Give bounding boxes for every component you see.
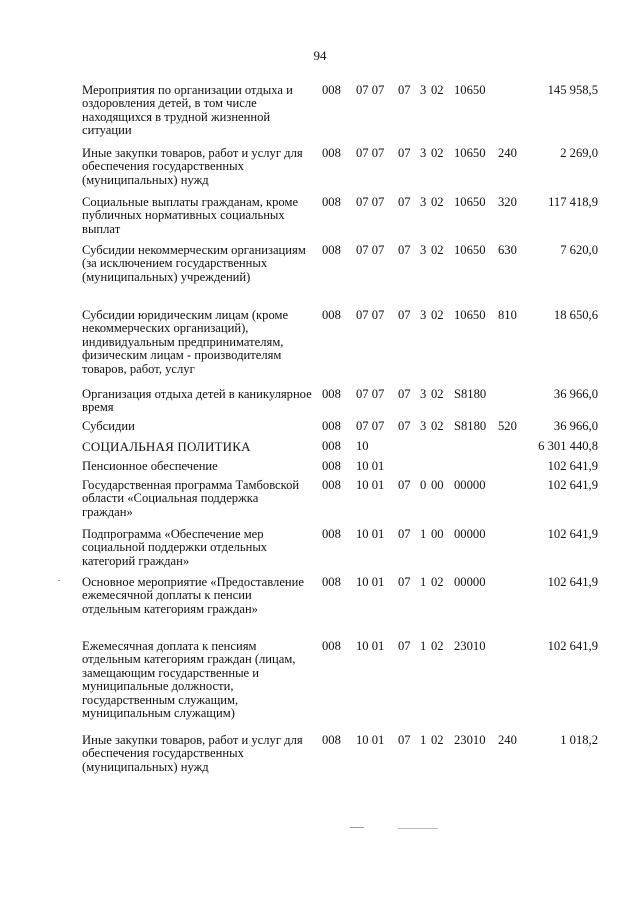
row-section-code: 07 07	[356, 195, 385, 209]
row-amount: 7 620,0	[560, 243, 598, 257]
row-subprogram-code: 3	[420, 195, 427, 209]
row-section-code: 10 01	[356, 639, 385, 653]
row-event-code: 02	[431, 733, 444, 747]
row-amount: 102 641,9	[547, 478, 598, 492]
row-amount: 117 418,9	[548, 195, 598, 209]
row-event-code: 02	[431, 83, 444, 97]
row-section-code: 07 07	[356, 308, 385, 322]
row-event-code: 02	[431, 146, 444, 160]
row-name: СОЦИАЛЬНАЯ ПОЛИТИКА	[82, 439, 251, 454]
row-section-code: 07 07	[356, 387, 385, 401]
row-amount: 102 641,9	[547, 575, 598, 589]
row-subprogram-code: 3	[420, 146, 427, 160]
row-name: Иные закупки товаров, работ и услуг для обеспечения государственных (муниципальных) нужд	[82, 733, 303, 774]
row-name: Пенсионное обеспечение	[82, 459, 218, 473]
row-event-code: 00	[431, 478, 444, 492]
row-admin-code: 008	[322, 419, 341, 433]
row-amount: 36 966,0	[553, 419, 598, 433]
row-section-code: 10 01	[356, 575, 385, 589]
row-program-code: 07	[398, 733, 411, 747]
row-admin-code: 008	[322, 146, 341, 160]
row-section-code: 07 07	[356, 243, 385, 257]
row-subprogram-code: 0	[420, 478, 427, 492]
row-program-code: 07	[398, 195, 411, 209]
row-subprogram-code: 3	[420, 419, 427, 433]
row-amount: 6 301 440,8	[538, 439, 598, 453]
row-amount: 36 966,0	[553, 387, 598, 401]
row-event-code: 02	[431, 387, 444, 401]
row-section-code: 10 01	[356, 459, 385, 473]
scan-speck	[398, 828, 438, 829]
row-section-code: 10 01	[356, 478, 385, 492]
row-event-code: 00	[431, 527, 444, 541]
row-direction-code: S8180	[454, 387, 487, 401]
row-subprogram-code: 3	[420, 83, 427, 97]
row-direction-code: 00000	[454, 478, 486, 492]
row-program-code: 07	[398, 243, 411, 257]
row-program-code: 07	[398, 478, 411, 492]
row-admin-code: 008	[322, 575, 341, 589]
row-admin-code: 008	[322, 478, 341, 492]
page-number: 94	[313, 48, 327, 63]
row-direction-code: 00000	[454, 527, 486, 541]
row-direction-code: 10650	[454, 243, 486, 257]
row-event-code: 02	[431, 639, 444, 653]
row-admin-code: 008	[322, 308, 341, 322]
row-name: Субсидии юридическим лицам (кроме некоммерческих организаций), индивидуальным предпринимателям, физическим лицам - производителям товаров, работ, услуг	[82, 308, 289, 376]
row-program-code: 07	[398, 83, 411, 97]
row-program-code: 07	[398, 419, 411, 433]
row-admin-code: 008	[322, 243, 341, 257]
row-name: Подпрограмма «Обеспечение мер социальной поддержки отдельных категорий граждан»	[82, 527, 268, 568]
row-subprogram-code: 3	[420, 308, 427, 322]
row-name: Субсидии	[82, 419, 135, 433]
row-admin-code: 008	[322, 459, 341, 473]
row-program-code: 07	[398, 146, 411, 160]
row-name: Мероприятия по организации отдыха и оздоровления детей, в том числе находящихся в трудной жизненной ситуации	[82, 83, 293, 138]
row-direction-code: 10650	[454, 195, 486, 209]
row-section-code: 07 07	[356, 419, 385, 433]
row-admin-code: 008	[322, 439, 341, 453]
row-subprogram-code: 1	[420, 527, 427, 541]
row-subprogram-code: 1	[420, 733, 427, 747]
row-subprogram-code: 1	[420, 575, 427, 589]
row-program-code: 07	[398, 527, 411, 541]
row-amount: 145 958,5	[547, 83, 598, 97]
row-admin-code: 008	[322, 527, 341, 541]
row-program-code: 07	[398, 639, 411, 653]
row-program-code: 07	[398, 308, 411, 322]
row-amount: 1 018,2	[560, 733, 598, 747]
row-section-code: 10 01	[356, 733, 385, 747]
row-name: Социальные выплаты гражданам, кроме публичных нормативных социальных выплат	[82, 195, 299, 236]
row-amount: 102 641,9	[547, 459, 598, 473]
row-amount: 18 650,6	[553, 308, 598, 322]
row-amount: 102 641,9	[547, 639, 598, 653]
row-program-code: 07	[398, 387, 411, 401]
scan-speck	[350, 827, 364, 828]
row-direction-code: 23010	[454, 733, 486, 747]
row-event-code: 02	[431, 419, 444, 433]
row-section-code: 07 07	[356, 83, 385, 97]
row-direction-code: 10650	[454, 146, 486, 160]
row-direction-code: S8180	[454, 419, 487, 433]
row-direction-code: 10650	[454, 308, 486, 322]
row-event-code: 02	[431, 195, 444, 209]
row-direction-code: 23010	[454, 639, 486, 653]
row-expense-type: 240	[498, 146, 517, 160]
row-admin-code: 008	[322, 387, 341, 401]
row-admin-code: 008	[322, 195, 341, 209]
row-event-code: 02	[431, 308, 444, 322]
row-amount: 2 269,0	[560, 146, 598, 160]
row-expense-type: 240	[498, 733, 517, 747]
row-direction-code: 10650	[454, 83, 486, 97]
row-admin-code: 008	[322, 83, 341, 97]
row-program-code: 07	[398, 575, 411, 589]
row-expense-type: 810	[498, 308, 517, 322]
row-name: Субсидии некоммерческим организациям (за исключением государственных (муниципальных) учреждений)	[82, 243, 306, 284]
row-admin-code: 008	[322, 733, 341, 747]
row-event-code: 02	[431, 243, 444, 257]
row-section-code: 10	[356, 439, 369, 453]
row-expense-type: 320	[498, 195, 517, 209]
row-name: Организация отдыха детей в каникулярное время	[82, 387, 312, 415]
row-expense-type: 630	[498, 243, 517, 257]
row-subprogram-code: 1	[420, 639, 427, 653]
row-subprogram-code: 3	[420, 243, 427, 257]
row-section-code: 10 01	[356, 527, 385, 541]
scan-speck	[58, 580, 60, 581]
row-name: Основное мероприятие «Предоставление ежемесячной доплаты к пенсии отдельным категориям граждан»	[82, 575, 304, 616]
row-admin-code: 008	[322, 639, 341, 653]
row-amount: 102 641,9	[547, 527, 598, 541]
row-name: Иные закупки товаров, работ и услуг для обеспечения государственных (муниципальных) нужд	[82, 146, 303, 187]
row-expense-type: 520	[498, 419, 517, 433]
row-section-code: 07 07	[356, 146, 385, 160]
row-name: Ежемесячная доплата к пенсиям отдельным категориям граждан (лицам, замещающим государственные и муниципальные должности, государственным служащим, муниципальным служащим)	[82, 639, 296, 721]
row-subprogram-code: 3	[420, 387, 427, 401]
row-event-code: 02	[431, 575, 444, 589]
row-direction-code: 00000	[454, 575, 486, 589]
row-name: Государственная программа Тамбовской области «Социальная поддержка граждан»	[82, 478, 300, 519]
